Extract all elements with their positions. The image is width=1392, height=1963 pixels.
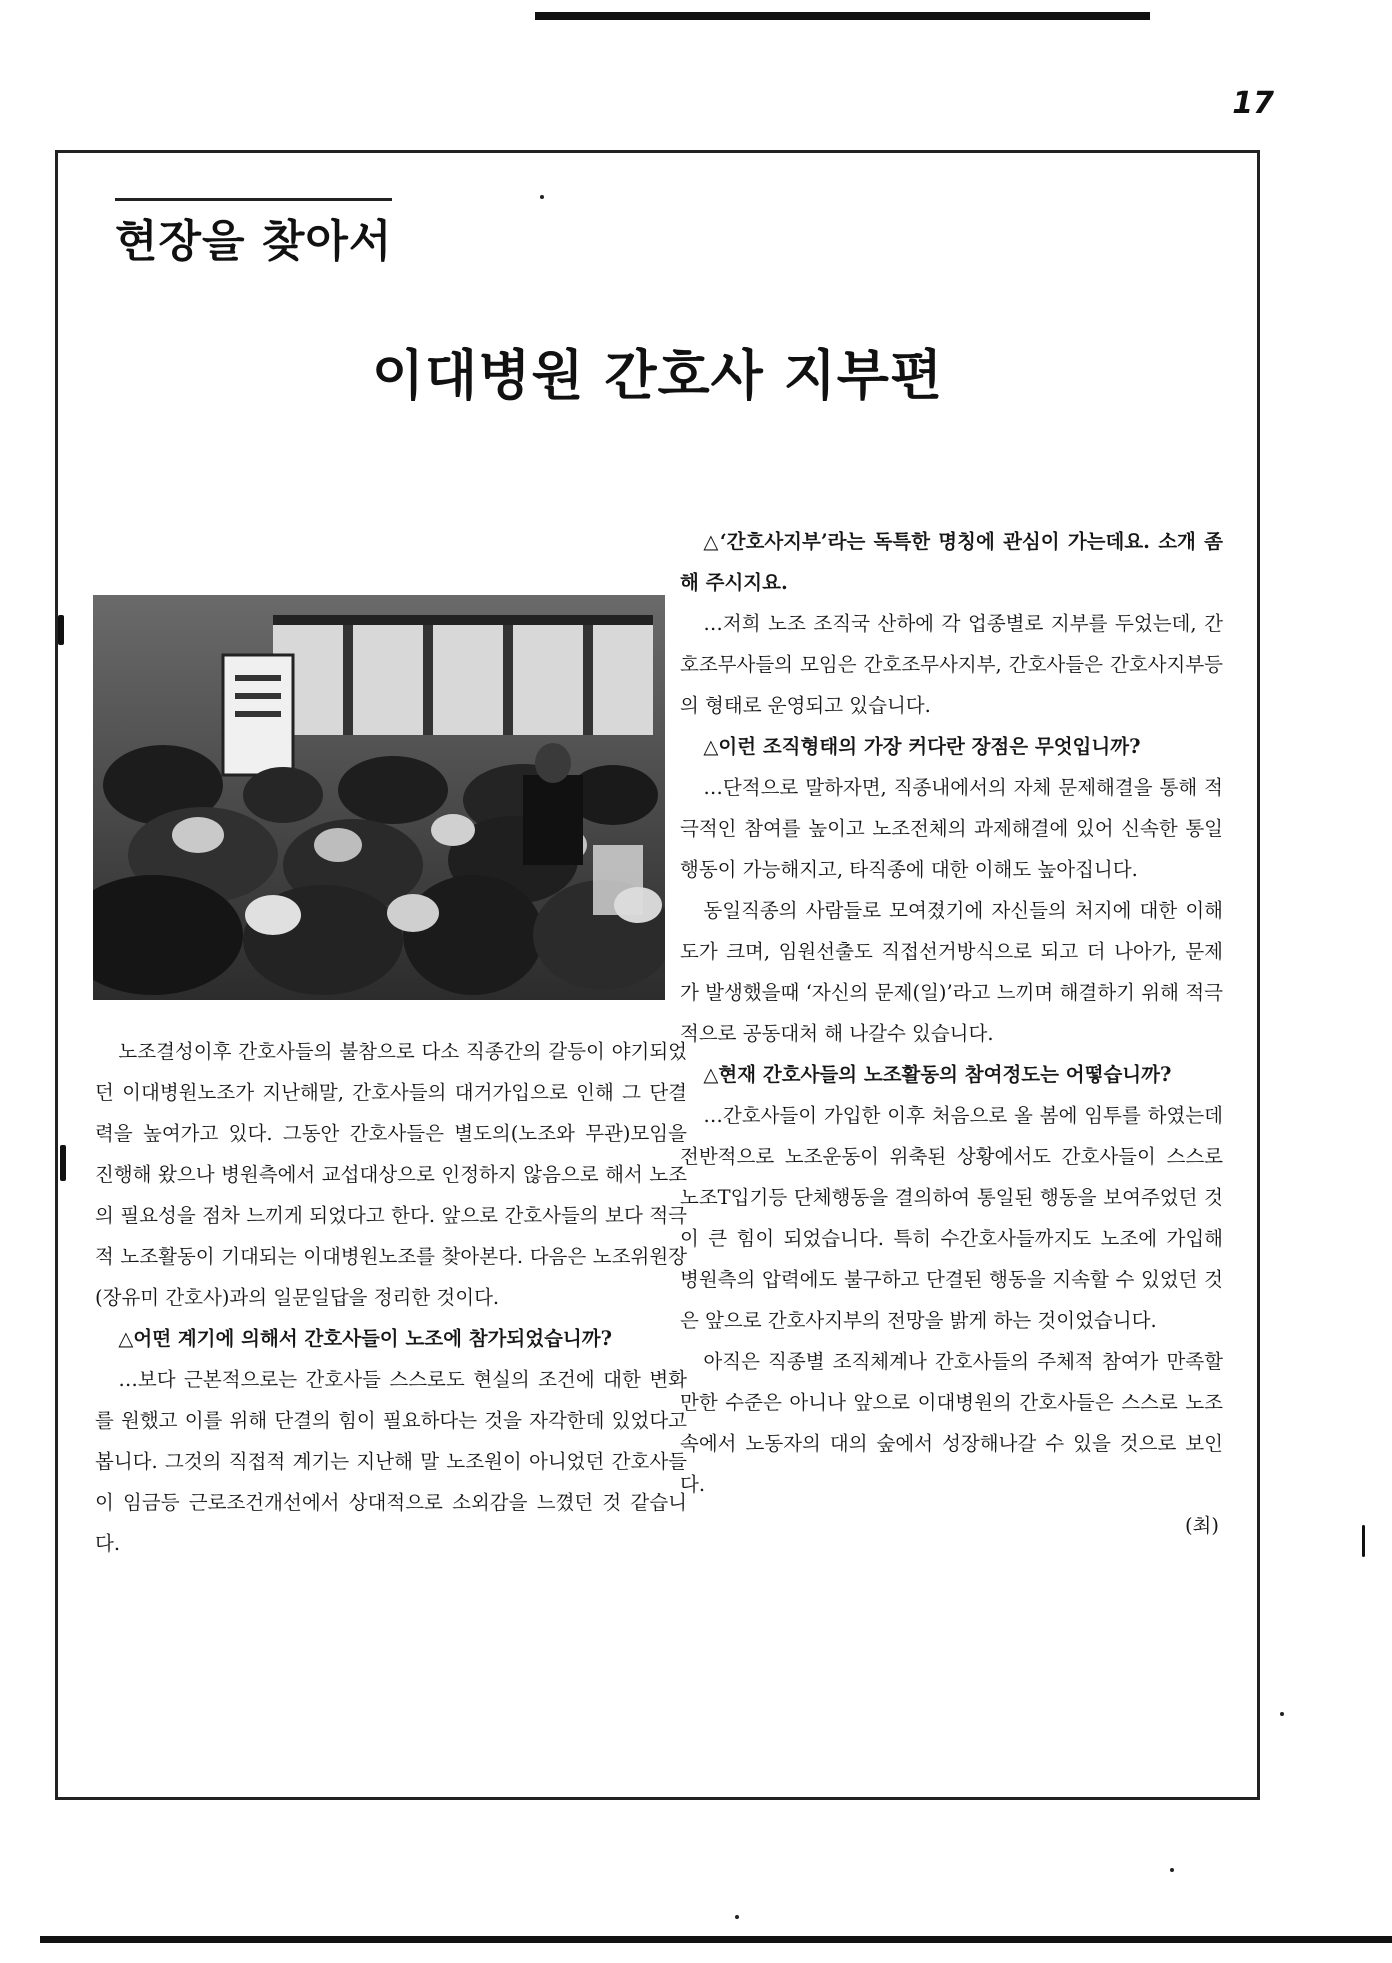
column-title: 현장을 찾아서 [115,198,392,269]
bottom-rule [40,1936,1392,1943]
answer-paragraph: …단적으로 말하자면, 직종내에서의 자체 문제해결을 통해 적극적인 참여를 높이고 노조전체의 과제해결에 있어 신속한 통일행동이 가능해지고, 타직종에 대한 이해도 높아집니다. [680,776,1223,881]
question-paragraph: △이런 조직형태의 가장 커다란 장점은 무엇입니까? [703,735,1141,758]
article-photo [93,595,665,1000]
scan-speck [1170,1868,1174,1872]
right-column [680,521,1223,1546]
answer-paragraph: …저희 노조 조직국 산하에 각 업종별로 지부를 두었는데, 간호조무사들의 모임은 간호조무사지부, 간호사들은 간호사지부등의 형태로 운영되고 있습니다. [680,612,1223,717]
scan-speck [1280,1712,1284,1716]
byline: (최) [1184,1514,1219,1537]
scan-edge-mark [58,615,64,645]
question-paragraph: △‘간호사지부’라는 독특한 명칭에 관심이 가는데요. 소개 좀 해 주시지요. [680,530,1223,594]
body-paragraph: 동일직종의 사람들로 모여졌기에 자신들의 처지에 대한 이해도가 크며, 임원선출도 직접선거방식으로 되고 더 나아가, 문제가 발생했을때 ‘자신의 문제(일)’라고 느끼며 해결하기 위해 적극적으로 공동대처 해 나갈수 있습니다. [680,899,1223,1045]
scan-speck [735,1915,739,1919]
intro-paragraph: 노조결성이후 간호사들의 불참으로 다소 직종간의 갈등이 야기되었던 이대병원노조가 지난해말, 간호사들의 대거가입으로 인해 그 단결력을 높여가고 있다. 그동안 간호사들은 별도의(노조와 무관)모임을 진행해 왔으나 병원측에서 교섭대상으로 인정하지 않음으로 해서 노조의 필요성을 점차 느끼게 되었다고 한다. 앞으로 간호사들의 보다 적극적 노조활동이 기대되는 이대병원노조를 찾아본다. 다음은 노조위원장(장유미 간호사)과의 일문일답을 정리한 것이다. [95,1040,687,1309]
scan-edge-mark [1362,1525,1365,1557]
photo-of-nurses-meeting-icon [93,595,665,1000]
answer-paragraph: …간호사들이 가입한 이후 처음으로 올 봄에 임투를 하였는데 전반적으로 노조운동이 위축된 상황에서도 간호사들이 스스로 노조T입기등 단체행동을 결의하여 통일된 행동을 보여주었던 것이 큰 힘이 되었습니다. 특히 수간호사들까지도 노조에 가입해 병원측의 압력에도 불구하고 단결된 행동을 지속할 수 있었던 것은 앞으로 간호사지부의 전망을 밝게 하는 것이었습니다. [680,1104,1223,1332]
left-column [95,1031,687,1564]
top-rule [535,12,1150,20]
article-frame [55,150,1260,1800]
scan-edge-mark [60,1145,66,1181]
closing-paragraph: 아직은 직종별 조직체계나 간호사들의 주체적 참여가 만족할만한 수준은 아니나 앞으로 이대병원의 간호사들은 스스로 노조속에서 노동자의 대의 숲에서 성장해나갈 수 있을 것으로 보인다. [680,1350,1223,1496]
question-paragraph: △어떤 계기에 의해서 간호사들이 노조에 참가되었습니까? [118,1327,613,1350]
article-title: 이대병원 간호사 지부편 [371,344,944,407]
scan-speck [540,195,544,199]
answer-paragraph: …보다 근본적으로는 간호사들 스스로도 현실의 조건에 대한 변화를 원했고 이를 위해 단결의 힘이 필요하다는 것을 자각한데 있었다고 봅니다. 그것의 직접적 계기는 지난해 말 노조원이 아니었던 간호사들이 임금등 근로조건개선에서 상대적으로 소외감을 느꼈던 것 같습니다. [95,1368,687,1555]
question-paragraph: △현재 간호사들의 노조활동의 참여정도는 어떻습니까? [703,1063,1172,1086]
page-number: 17 [1232,86,1274,121]
